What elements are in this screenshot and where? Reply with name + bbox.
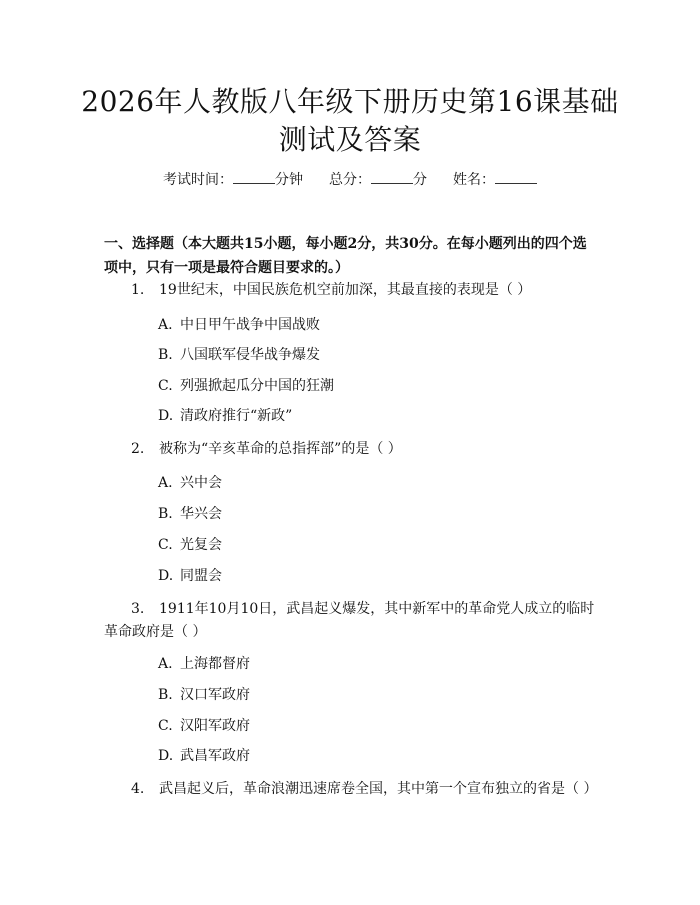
score-label: 总分： xyxy=(329,172,371,188)
q1-option-d[interactable] xyxy=(158,406,292,426)
time-label: 考试时间： xyxy=(163,172,233,188)
time-blank[interactable] xyxy=(233,170,275,184)
option-text: 华兴会 xyxy=(180,506,222,522)
q2-option-a[interactable] xyxy=(158,473,222,493)
question-number: 1. xyxy=(131,282,145,298)
time-unit: 分钟 xyxy=(275,172,303,188)
option-letter: A. xyxy=(158,475,173,491)
question-3 xyxy=(131,597,611,621)
q3-option-a[interactable] xyxy=(158,654,250,674)
option-letter: D. xyxy=(158,748,174,764)
q2-option-d[interactable] xyxy=(158,566,222,586)
option-letter: A. xyxy=(158,656,173,672)
option-letter: C. xyxy=(158,718,173,734)
option-text: 列强掀起瓜分中国的狂潮 xyxy=(180,378,334,394)
option-text: 上海都督府 xyxy=(180,656,250,672)
q1-option-c[interactable] xyxy=(158,376,334,396)
q1-option-a[interactable] xyxy=(158,315,320,335)
question-4 xyxy=(131,777,611,801)
section-heading-line-1: 一、选择题（本大题共15小题，每小题2分，共30分。在每小题列出的四个选 xyxy=(104,236,587,252)
q2-option-b[interactable] xyxy=(158,504,222,524)
name-label: 姓名： xyxy=(453,172,495,188)
page-title-line-2: 测试及答案 xyxy=(278,123,422,156)
option-letter: C. xyxy=(158,378,173,394)
option-letter: B. xyxy=(158,506,173,522)
page-title-line-1: 2026年人教版八年级下册历史第16课基础 xyxy=(81,85,619,118)
option-letter: C. xyxy=(158,537,173,553)
question-number: 3. xyxy=(131,601,145,617)
option-text: 光复会 xyxy=(180,537,222,553)
exam-meta xyxy=(0,170,700,189)
question-2 xyxy=(131,437,581,461)
question-number: 4. xyxy=(131,781,145,797)
name-blank[interactable] xyxy=(495,170,537,184)
question-1 xyxy=(131,278,581,302)
section-heading-line-2: 项中，只有一项是最符合题目要求的。） xyxy=(104,260,349,276)
option-text: 中日甲午战争中国战败 xyxy=(180,317,320,333)
option-text: 八国联军侵华战争爆发 xyxy=(180,347,320,363)
option-text: 同盟会 xyxy=(180,568,222,584)
option-letter: A. xyxy=(158,317,173,333)
section-heading xyxy=(104,232,604,280)
score-unit: 分 xyxy=(413,172,427,188)
option-letter: D. xyxy=(158,408,174,424)
option-text: 汉阳军政府 xyxy=(180,718,250,734)
option-text: 汉口军政府 xyxy=(180,687,250,703)
q3-option-d[interactable] xyxy=(158,746,250,766)
option-letter: D. xyxy=(158,568,174,584)
option-text: 武昌军政府 xyxy=(180,748,250,764)
q3-option-c[interactable] xyxy=(158,716,250,736)
question-number: 2. xyxy=(131,441,145,457)
option-letter: B. xyxy=(158,687,173,703)
question-text: 武昌起义后，革命浪潮迅速席卷全国，其中第一个宣布独立的省是（ ） xyxy=(159,781,598,797)
score-blank[interactable] xyxy=(371,170,413,184)
question-3-continuation: 革命政府是（ ） xyxy=(104,624,207,640)
q3-option-b[interactable] xyxy=(158,685,250,705)
question-text: 1911年10月10日，武昌起义爆发，其中新军中的革命党人成立的临时 xyxy=(159,601,595,617)
option-text: 清政府推行“新政” xyxy=(180,408,293,424)
option-text: 兴中会 xyxy=(180,475,222,491)
question-text: 19世纪末，中国民族危机空前加深，其最直接的表现是（ ） xyxy=(159,282,532,298)
q1-option-b[interactable] xyxy=(158,345,320,365)
question-text: 被称为“辛亥革命的总指挥部”的是（ ） xyxy=(159,441,402,457)
q2-option-c[interactable] xyxy=(158,535,222,555)
option-letter: B. xyxy=(158,347,173,363)
